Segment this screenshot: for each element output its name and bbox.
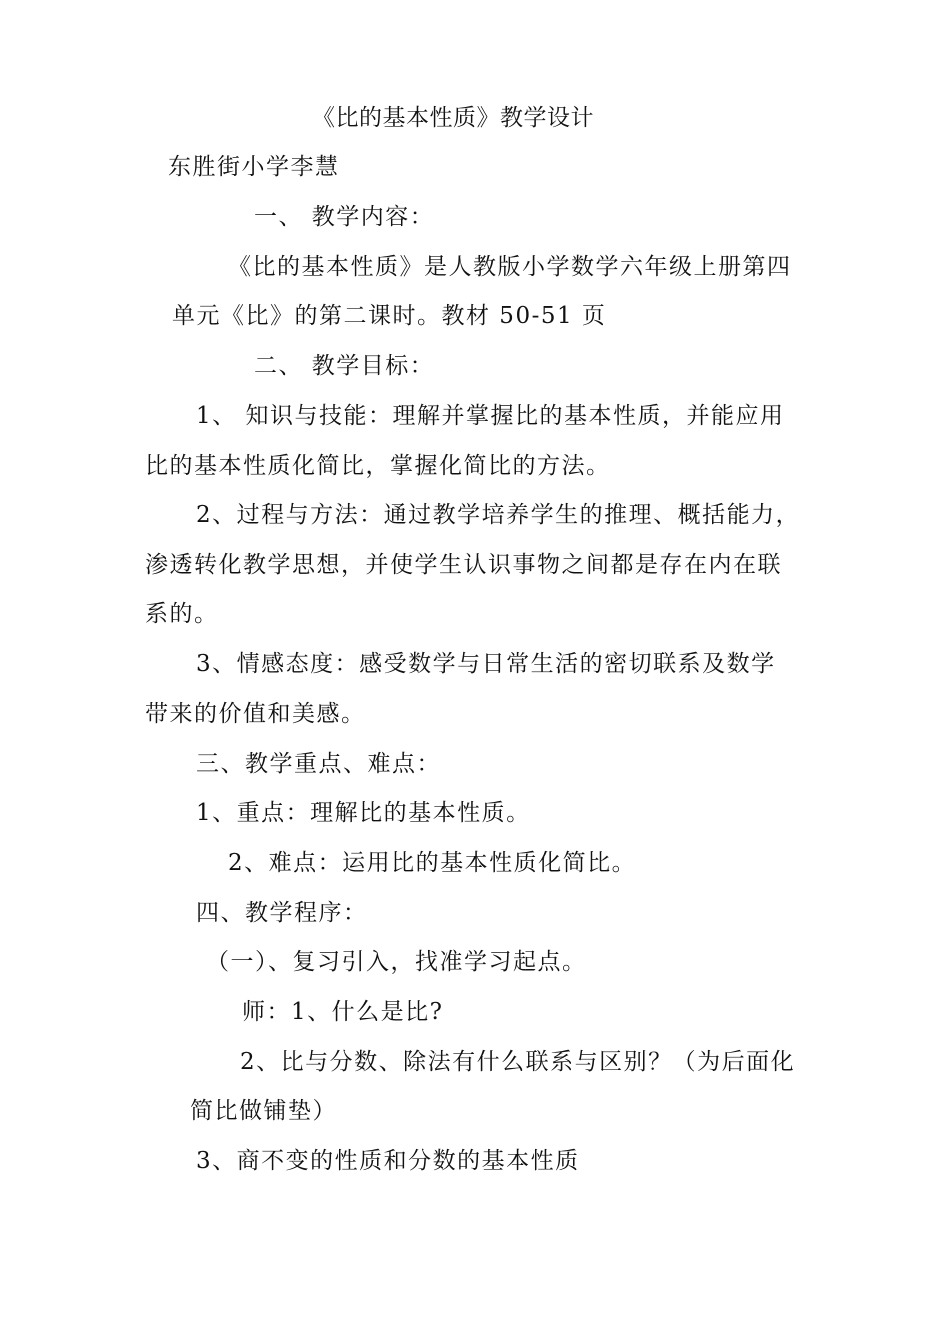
paragraph-line: 3、情感态度：感受数学与日常生活的密切联系及数学: [196, 651, 776, 677]
paragraph-line: 渗透转化教学思想，并使学生认识事物之间都是存在内在联: [145, 552, 782, 578]
section-heading-key-points: 三、教学重点、难点：: [196, 751, 441, 777]
section-heading-goals: 二、 教学目标：: [254, 353, 435, 379]
author-line: 东胜街小学李慧: [168, 154, 340, 180]
paragraph-line: 师：1、什么是比?: [242, 999, 444, 1025]
document-title: 《比的基本性质》教学设计: [312, 105, 594, 131]
paragraph-line: （一）、复习引入，找准学习起点。: [206, 949, 587, 975]
paragraph-line: 单元《比》的第二课时。教材 50-51 页: [172, 303, 607, 329]
paragraph-line: 简比做铺垫）: [190, 1098, 337, 1124]
paragraph-line: 1、 知识与技能：理解并掌握比的基本性质，并能应用: [196, 403, 785, 429]
paragraph-line: 2、过程与方法：通过教学培养学生的推理、概括能力，: [196, 502, 801, 528]
section-heading-procedure: 四、教学程序：: [196, 900, 368, 926]
paragraph-line: 带来的价值和美感。: [145, 701, 366, 727]
paragraph-line: 1、重点：理解比的基本性质。: [196, 800, 531, 826]
paragraph-line: 2、难点：运用比的基本性质化简比。: [228, 850, 637, 876]
section-heading-content: 一、 教学内容：: [254, 204, 435, 230]
paragraph-line: 3、商不变的性质和分数的基本性质: [196, 1148, 580, 1174]
paragraph-line: 比的基本性质化简比，掌握化简比的方法。: [145, 453, 611, 479]
paragraph-line: 《比的基本性质》是人教版小学数学六年级上册第四: [228, 254, 792, 280]
paragraph-line: 系的。: [145, 601, 219, 627]
paragraph-line: 2、比与分数、除法有什么联系与区别？（为后面化: [240, 1049, 796, 1075]
